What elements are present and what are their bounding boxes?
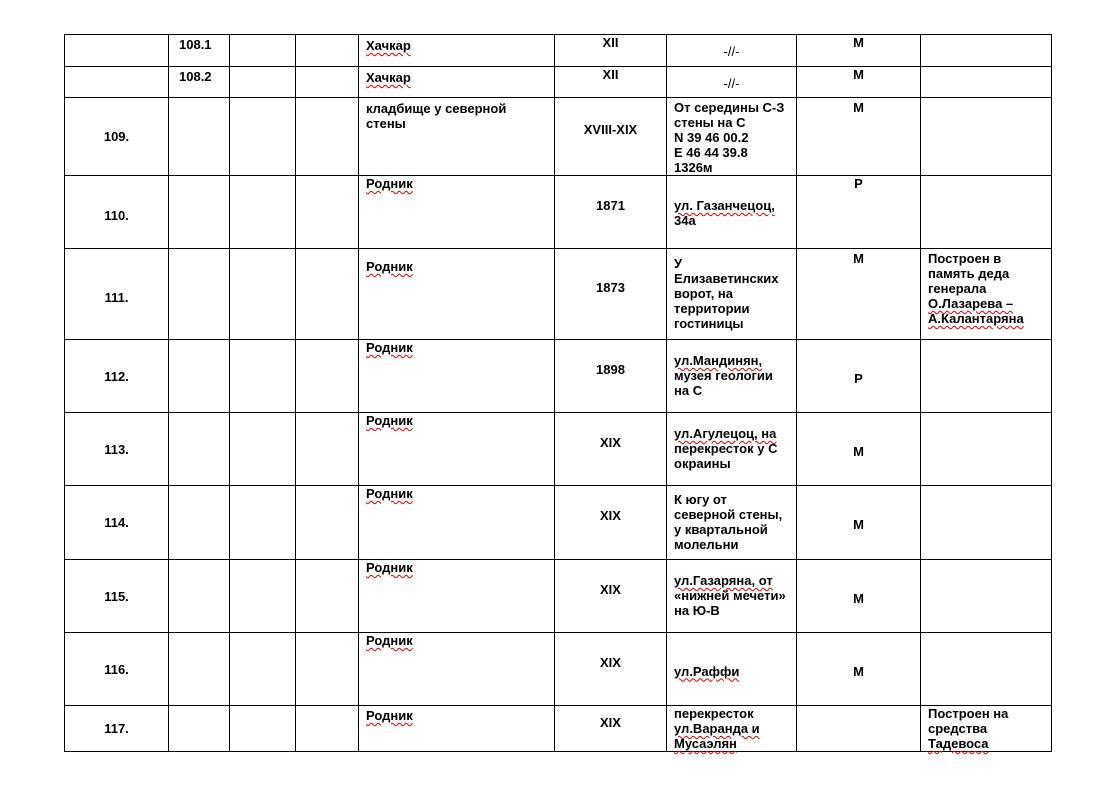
- row-number: 109.: [65, 98, 169, 176]
- location: От середины С-З стены на С N 39 46 00.2 E 46 44 39.8 1326м: [667, 98, 797, 176]
- object-name: Родник: [366, 176, 413, 191]
- category: М: [797, 67, 921, 98]
- location: ул.Раффи: [667, 633, 797, 706]
- empty-cell: [296, 249, 359, 340]
- row-number: 116.: [65, 633, 169, 706]
- table-row: [65, 486, 1052, 560]
- category: Р: [797, 176, 921, 249]
- table-row: [65, 98, 1052, 176]
- dating: XIX: [555, 413, 667, 486]
- dating: 1873: [555, 249, 667, 340]
- empty-cell: [296, 98, 359, 176]
- category: М: [797, 633, 921, 706]
- category: М: [797, 560, 921, 633]
- dating: 1871: [555, 176, 667, 249]
- location: -//-: [667, 67, 797, 98]
- note: [921, 67, 1052, 98]
- object-name: Родник: [366, 633, 413, 648]
- object-name: Родник: [366, 486, 413, 501]
- empty-cell: [169, 176, 230, 249]
- object-name: кладбище у северной стены: [359, 98, 555, 176]
- empty-cell: [296, 67, 359, 98]
- note: [921, 340, 1052, 413]
- empty-cell: [230, 249, 296, 340]
- row-number: 114.: [65, 486, 169, 560]
- object-name: Родник: [366, 560, 413, 575]
- empty-cell: [296, 413, 359, 486]
- category: Р: [797, 340, 921, 413]
- empty-cell: [296, 706, 359, 752]
- empty-cell: [296, 633, 359, 706]
- dating: XII: [555, 35, 667, 67]
- empty-cell: [296, 340, 359, 413]
- empty-cell: [230, 486, 296, 560]
- empty-cell: [230, 413, 296, 486]
- empty-cell: [169, 249, 230, 340]
- note: [921, 560, 1052, 633]
- note: [921, 633, 1052, 706]
- row-number: [65, 35, 169, 67]
- row-number: 115.: [65, 560, 169, 633]
- table-row: [65, 67, 1052, 98]
- dating: XVIII-XIX: [555, 98, 667, 176]
- table-row: [65, 176, 1052, 249]
- object-name: Родник: [366, 259, 413, 274]
- category: [797, 706, 921, 752]
- empty-cell: [169, 633, 230, 706]
- category: М: [797, 413, 921, 486]
- dating: XIX: [555, 633, 667, 706]
- empty-cell: [296, 560, 359, 633]
- empty-cell: [230, 633, 296, 706]
- empty-cell: [296, 35, 359, 67]
- location: ул.Мандинян, музея геологии на С: [667, 340, 797, 413]
- location: ул.Агулецоц, на перекресток у С окраины: [667, 413, 797, 486]
- table-row: [65, 633, 1052, 706]
- location: К югу от северной стены, у квартальной молельни: [667, 486, 797, 560]
- dating: XIX: [555, 560, 667, 633]
- table-row: [65, 35, 1052, 67]
- table-row: [65, 249, 1052, 340]
- empty-cell: [169, 560, 230, 633]
- row-number: 111.: [65, 249, 169, 340]
- object-name: Родник: [366, 413, 413, 428]
- empty-cell: [169, 706, 230, 752]
- dating: 1898: [555, 340, 667, 413]
- empty-cell: [230, 67, 296, 98]
- empty-cell: [230, 98, 296, 176]
- note: Построен в память деда генерала О.Лазарева – А.Калантаряна: [921, 249, 1052, 340]
- empty-cell: [230, 706, 296, 752]
- category: М: [797, 35, 921, 67]
- object-name: Родник: [366, 340, 413, 355]
- category: М: [797, 98, 921, 176]
- note: [921, 98, 1052, 176]
- note: Построен на средства Тадевоса: [921, 706, 1052, 752]
- row-number: [65, 67, 169, 98]
- object-name: Хачкар: [366, 70, 411, 85]
- row-number: 110.: [65, 176, 169, 249]
- sub-number: 108.1: [169, 35, 230, 67]
- dating: XII: [555, 67, 667, 98]
- note: [921, 176, 1052, 249]
- empty-cell: [230, 176, 296, 249]
- empty-cell: [169, 413, 230, 486]
- object-name: Родник: [366, 708, 413, 723]
- note: [921, 413, 1052, 486]
- empty-cell: [169, 98, 230, 176]
- row-number: 112.: [65, 340, 169, 413]
- location: У Елизаветинских ворот, на территории гостиницы: [667, 249, 797, 340]
- note: [921, 486, 1052, 560]
- location: ул.Газаряна, от «нижней мечети» на Ю-В: [667, 560, 797, 633]
- empty-cell: [230, 560, 296, 633]
- category: М: [797, 249, 921, 340]
- location: перекресток ул.Варанда и Мусаэлян: [667, 706, 797, 752]
- monuments-table: [64, 34, 1052, 752]
- category: М: [797, 486, 921, 560]
- empty-cell: [230, 35, 296, 67]
- dating: XIX: [555, 706, 667, 752]
- empty-cell: [169, 486, 230, 560]
- empty-cell: [169, 340, 230, 413]
- table-row: [65, 560, 1052, 633]
- table-row: [65, 413, 1052, 486]
- empty-cell: [296, 176, 359, 249]
- row-number: 117.: [65, 706, 169, 752]
- table-row: [65, 706, 1052, 752]
- note: [921, 35, 1052, 67]
- empty-cell: [230, 340, 296, 413]
- object-name: Хачкар: [366, 38, 411, 53]
- location: -//-: [667, 35, 797, 67]
- empty-cell: [296, 486, 359, 560]
- location: ул. Газанчецоц, 34а: [667, 176, 797, 249]
- sub-number: 108.2: [169, 67, 230, 98]
- dating: XIX: [555, 486, 667, 560]
- row-number: 113.: [65, 413, 169, 486]
- table-row: [65, 340, 1052, 413]
